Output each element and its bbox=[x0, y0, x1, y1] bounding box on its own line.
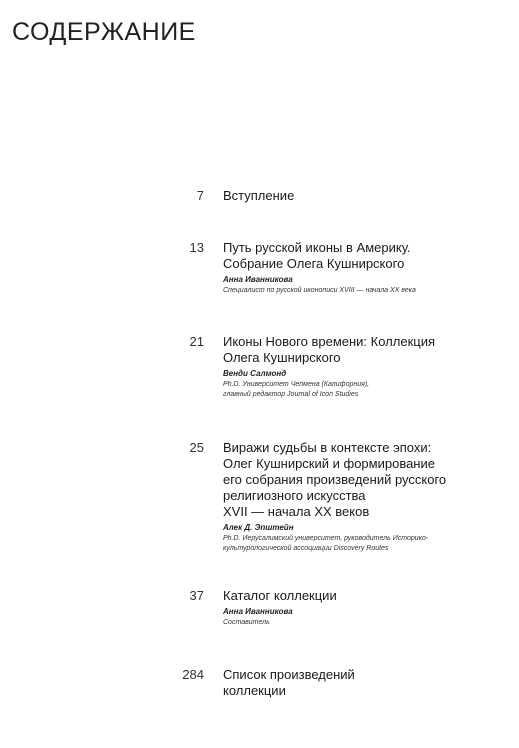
entry-title bbox=[223, 334, 513, 366]
entry-title bbox=[223, 667, 513, 699]
page-number: 284 bbox=[182, 667, 204, 682]
entry-title bbox=[223, 440, 513, 520]
entry-title-line: религиозного искусства bbox=[223, 488, 366, 503]
entry-title-line: Путь русской иконы в Америку. bbox=[223, 240, 411, 255]
entry-affiliation bbox=[223, 534, 513, 554]
entry-body bbox=[223, 667, 513, 699]
entry-title-line: его собрания произведений русского bbox=[223, 472, 447, 487]
page-number: 37 bbox=[189, 588, 204, 603]
entry-author: Алек Д. Эпштейн bbox=[223, 523, 294, 532]
entry-title-line: Олег Кушнирский и формирование bbox=[223, 456, 435, 471]
entry-title bbox=[223, 188, 513, 204]
page-title: СОДЕРЖАНИЕ bbox=[12, 18, 196, 46]
affiliation-line: Ph.D. Иерусалимский университет, руководитель Историко- bbox=[223, 535, 429, 542]
entry-affiliation bbox=[223, 380, 513, 400]
entry-title-line: коллекции bbox=[223, 683, 286, 698]
entry-body bbox=[223, 440, 513, 554]
entry-title bbox=[223, 588, 513, 604]
entry-body bbox=[223, 334, 513, 400]
entry-affiliation bbox=[223, 286, 513, 296]
page-number: 13 bbox=[189, 240, 204, 255]
page-number: 25 bbox=[189, 440, 204, 455]
entry-title-line: Виражи судьбы в контексте эпохи: bbox=[223, 440, 432, 455]
entry-title-line: XVII — начала XX веков bbox=[223, 504, 370, 519]
entry-title bbox=[223, 240, 513, 272]
affiliation-line: главный редактор Journal of Icon Studies bbox=[223, 391, 359, 398]
affiliation-line: культурологической ассоциации Discovery Routes bbox=[223, 545, 389, 552]
entry-author: Анна Иванникова bbox=[223, 607, 293, 616]
affiliation-line: Ph.D. Университет Чепмена (Калифорния), bbox=[223, 381, 370, 388]
page-number: 7 bbox=[196, 188, 204, 203]
entry-title-line: Олега Кушнирского bbox=[223, 350, 341, 365]
entry-author: Анна Иванникова bbox=[223, 275, 293, 284]
entry-affiliation bbox=[223, 618, 513, 628]
affiliation-line: Составитель bbox=[223, 619, 270, 626]
entry-title-line: Вступление bbox=[223, 188, 295, 203]
entry-title-line: Список произведений bbox=[223, 667, 355, 682]
affiliation-line: Специалист по русской иконописи XVIII — начала XX века bbox=[223, 287, 416, 294]
entry-body bbox=[223, 588, 513, 628]
page-number: 21 bbox=[189, 334, 204, 349]
entry-title-line: Иконы Нового времени: Коллекция bbox=[223, 334, 435, 349]
entry-title-line: Каталог коллекции bbox=[223, 588, 337, 603]
entry-body bbox=[223, 240, 513, 296]
entry-title-line: Собрание Олега Кушнирского bbox=[223, 256, 405, 271]
entry-body bbox=[223, 188, 513, 204]
entry-author: Венди Салмонд bbox=[223, 369, 287, 378]
